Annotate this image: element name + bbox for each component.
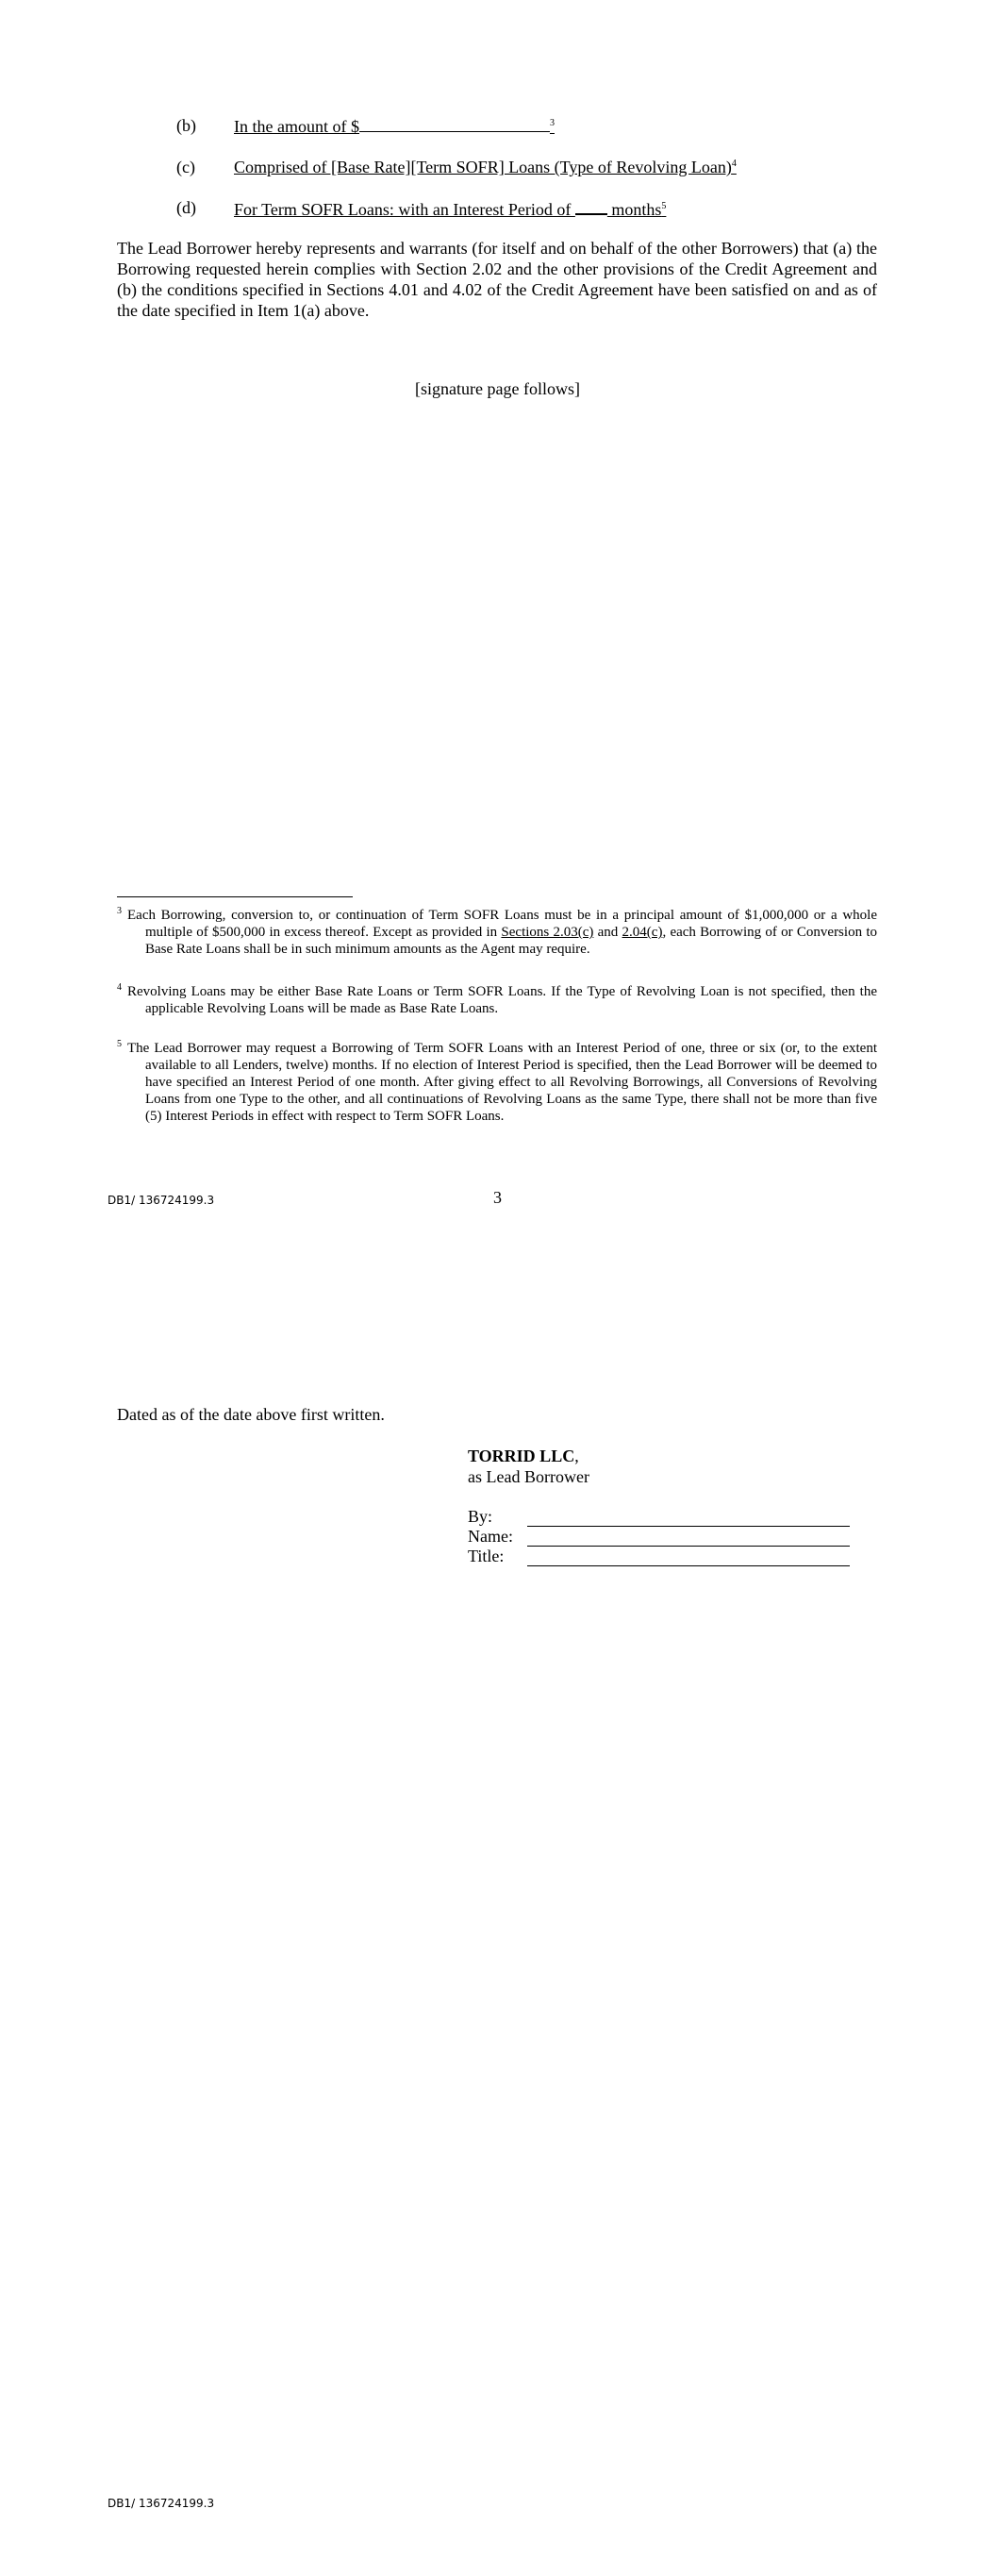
footnote-3: [117, 907, 877, 958]
title-signature-line[interactable]: [527, 1565, 850, 1566]
footnote-3-link-section: 2.04(c): [622, 925, 663, 940]
interest-period-blank: [575, 198, 607, 215]
document-id-page-2: DB1/ 136724199.3: [108, 2497, 215, 2510]
name-signature-line[interactable]: [527, 1546, 850, 1547]
item-b-text: [234, 116, 555, 137]
footnote-ref-4: 4: [731, 159, 737, 169]
company-suffix: ,: [574, 1447, 579, 1465]
item-d-text-after: months: [606, 200, 662, 219]
item-c-text-before: Comprised of [Base Rate][Term SOFR] Loans (Type of Revolving Loan): [234, 158, 732, 176]
footnote-ref-5: 5: [661, 201, 667, 211]
footnote-3-text-3: , each Borrowing of or Conversion to Base Rate Loans shall be in such minimum amounts as the Agent may require.: [145, 925, 877, 957]
company-role: as Lead Borrower: [468, 1467, 589, 1486]
by-label: By:: [468, 1507, 493, 1526]
signature-follows-note: [signature page follows]: [415, 379, 580, 398]
page-number: 3: [493, 1188, 502, 1207]
footnote-5-number: 5: [117, 1039, 122, 1049]
item-d-label: (d): [176, 198, 196, 217]
amount-blank: [359, 116, 550, 132]
footnote-4-text: Revolving Loans may be either Base Rate Loans or Term SOFR Loans. If the Type of Revolving Loan is not specified, then the applicable Revolving Loans will be made as Base Rate Loans.: [127, 984, 877, 1016]
item-d-text-before: For Term SOFR Loans: with an Interest Period of: [234, 200, 575, 219]
item-c-text: [234, 158, 737, 177]
item-c-label: (c): [176, 158, 195, 176]
footnote-5-text: The Lead Borrower may request a Borrowing of Term SOFR Loans with an Interest Period of one, three or six (or, to the extent available to all Lenders, twelve) months. If no election of Interest Period is specified, then the Lead Borrower will be deemed to have specified an Interest Period of one month. After giving effect to all Revolving Borrowings, all Conversions of Revolving Loans from one Type to the other, and all continuations of Revolving Loans as the same Type, there shall not be more than five (5) Interest Periods in effect with respect to Term SOFR Loans.: [127, 1041, 877, 1124]
dated-line: Dated as of the date above first written.: [117, 1405, 385, 1424]
footnote-4: [117, 983, 877, 1017]
footnote-ref-3: 3: [549, 118, 555, 128]
representation-paragraph: The Lead Borrower hereby represents and warrants (for itself and on behalf of the other Borrowers) that (a) the Borrowing requested herein complies with Section 2.02 and the other provisions of the Credit Agreement and (b) the conditions specified in Sections 4.01 and 4.02 of the Credit Agreement have been satisfied on and as of the date specified in Item 1(a) above.: [117, 239, 877, 320]
footnote-3-number: 3: [117, 906, 122, 916]
footnote-3-text-2: and: [593, 925, 622, 940]
document-id: DB1/ 136724199.3: [108, 1194, 215, 1207]
name-label: Name:: [468, 1527, 513, 1546]
footnote-5: [117, 1040, 877, 1125]
title-label: Title:: [468, 1547, 505, 1565]
footnote-3-link-sections: Sections 2.03(c): [501, 925, 594, 940]
footnote-divider: [117, 896, 353, 897]
footnote-3-text-1: Each Borrowing, conversion to, or continuation of Term SOFR Loans must be in a principal amount of $1,000,000 or a whole multiple of $500,000 in excess thereof. Except as provided in: [127, 908, 877, 940]
by-signature-line[interactable]: [527, 1526, 850, 1527]
item-d-text: [234, 198, 666, 220]
company-block: [468, 1447, 579, 1466]
footnote-4-number: 4: [117, 982, 122, 993]
item-b-label: (b): [176, 116, 196, 135]
company-name: TORRID LLC: [468, 1447, 575, 1465]
item-b-text-before: In the amount of $: [234, 117, 359, 136]
